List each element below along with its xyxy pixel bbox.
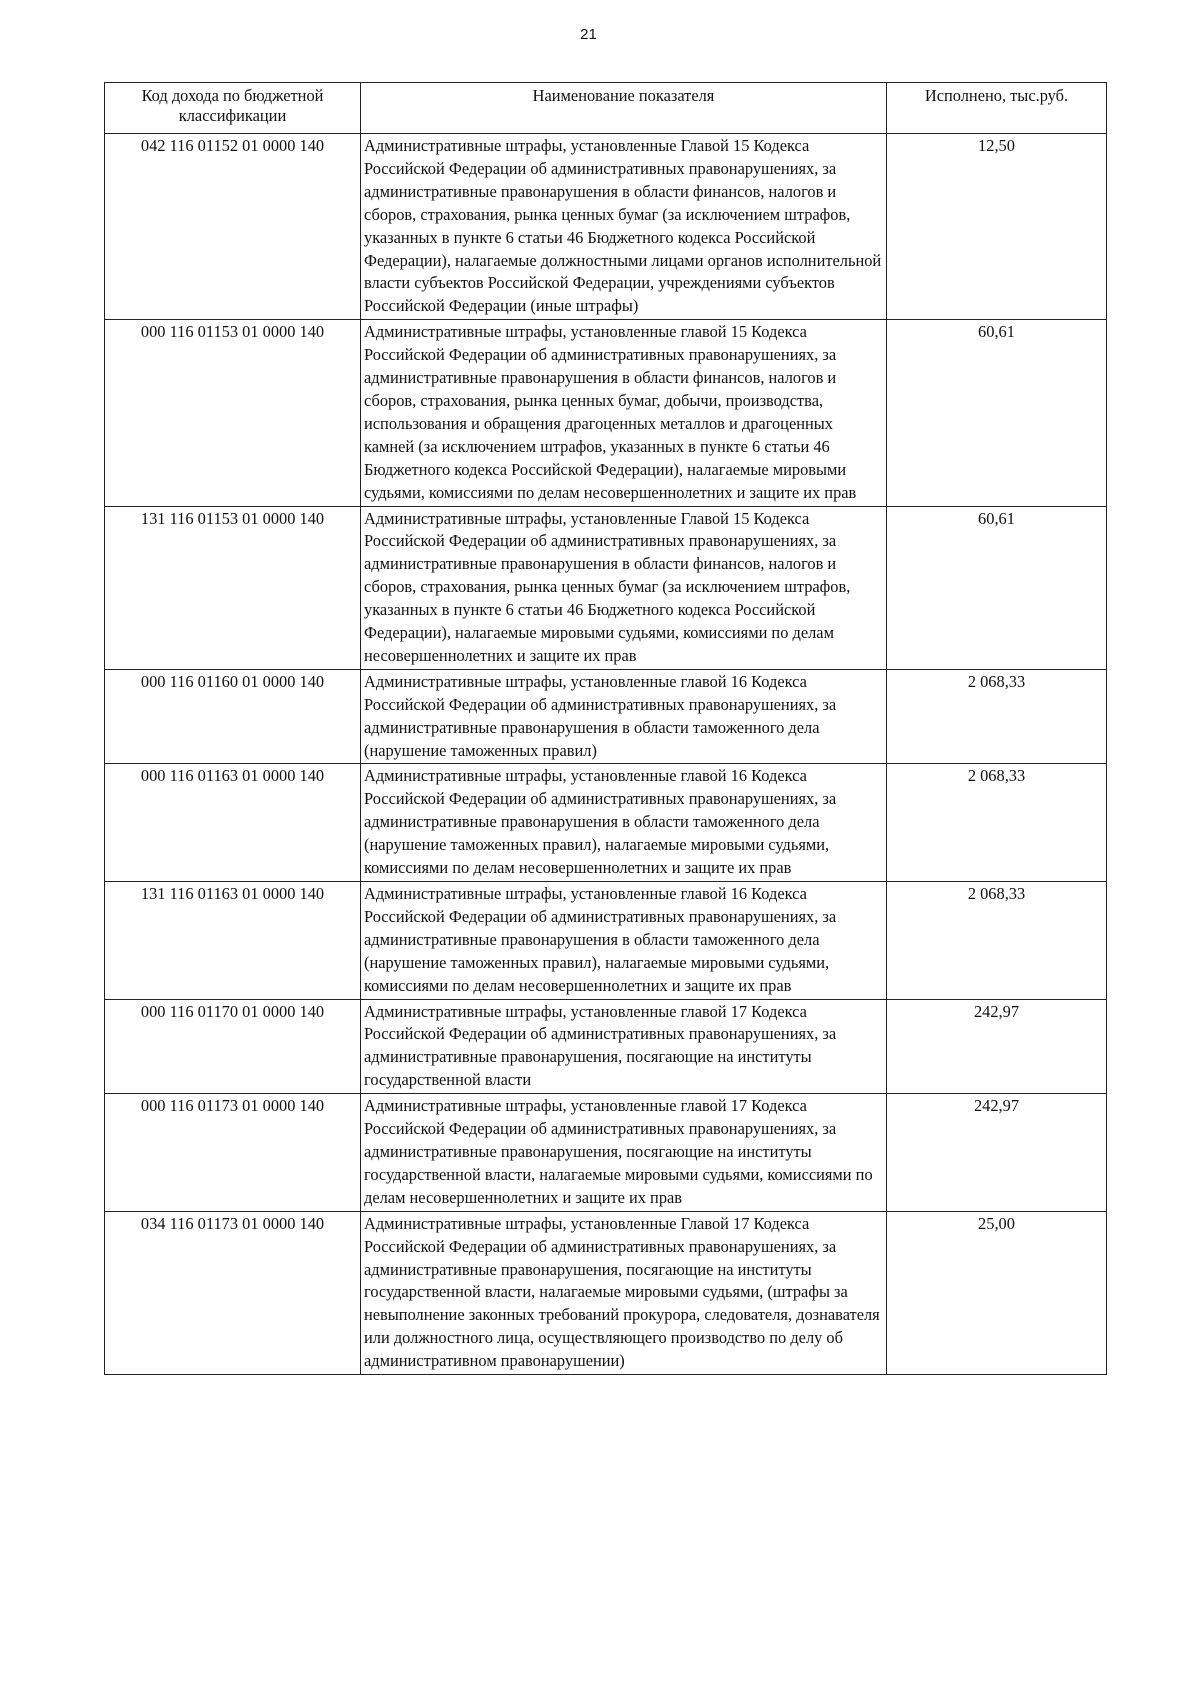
row-name: Административные штрафы, установленные главой 16 Кодекса Российской Федерации об административных правонарушениях, за административные правонарушения в области таможенного дела (нарушение таможенных правил), налагаемые мировыми судьями, комиссиями по делам несовершеннолетних и защите их прав [361,764,887,882]
row-code: 000 116 01160 01 0000 140 [105,669,361,764]
row-name: Административные штрафы, установленные главой 16 Кодекса Российской Федерации об административных правонарушениях, за административные правонарушения в области таможенного дела (нарушение таможенных правил) [361,669,887,764]
row-value: 242,97 [887,999,1107,1094]
row-name: Административные штрафы, установленные Главой 15 Кодекса Российской Федерации об административных правонарушениях, за административные правонарушения в области финансов, налогов и сборов, страхования, рынка ценных бумаг (за исключением штрафов, указанных в пункте 6 статьи 46 Бюджетного кодекса Российской Федерации), налагаемые мировыми судьями, комиссиями по делам несовершеннолетних и защите их прав [361,506,887,669]
table-row [105,1094,1107,1212]
row-code: 131 116 01153 01 0000 140 [105,506,361,669]
header-code: Код дохода по бюджетной классификации [105,83,361,134]
page-number: 21 [580,26,597,43]
row-name: Административные штрафы, установленные главой 17 Кодекса Российской Федерации об административных правонарушениях, за административные правонарушения, посягающие на институты государственной власти, налагаемые мировыми судьями, комиссиями по делам несовершеннолетних и защите их прав [361,1094,887,1212]
row-value: 242,97 [887,1094,1107,1212]
row-value: 2 068,33 [887,882,1107,1000]
header-name: Наименование показателя [361,83,887,134]
table-row [105,320,1107,506]
row-code: 000 116 01153 01 0000 140 [105,320,361,506]
row-code: 042 116 01152 01 0000 140 [105,134,361,320]
row-name: Административные штрафы, установленные главой 15 Кодекса Российской Федерации об административных правонарушениях, за административные правонарушения в области финансов, налогов и сборов, страхования, рынка ценных бумаг, добычи, производства, использования и обращения драгоценных металлов и драгоценных камней (за исключением штрафов, указанных в пункте 6 статьи 46 Бюджетного кодекса Российской Федерации), налагаемые мировыми судьями, комиссиями по делам несовершеннолетних и защите их прав [361,320,887,506]
row-value: 60,61 [887,506,1107,669]
row-code: 000 116 01163 01 0000 140 [105,764,361,882]
row-name: Административные штрафы, установленные Главой 17 Кодекса Российской Федерации об административных правонарушениях, за административные правонарушения, посягающие на институты государственной власти, налагаемые мировыми судьями, (штрафы за невыполнение законных требований прокурора, следователя, дознавателя или должностного лица, осуществляющего производство по делу об административном правонарушении) [361,1211,887,1374]
row-value: 25,00 [887,1211,1107,1374]
table-row [105,506,1107,669]
header-value: Исполнено, тыс.руб. [887,83,1107,134]
table-row [105,669,1107,764]
row-code: 034 116 01173 01 0000 140 [105,1211,361,1374]
row-value: 12,50 [887,134,1107,320]
table-row [105,764,1107,882]
row-name: Административные штрафы, установленные главой 17 Кодекса Российской Федерации об административных правонарушениях, за административные правонарушения, посягающие на институты государственной власти [361,999,887,1094]
row-value: 60,61 [887,320,1107,506]
table-row [105,882,1107,1000]
budget-revenue-table [104,82,1107,1375]
table-header-row [105,83,1107,134]
row-code: 131 116 01163 01 0000 140 [105,882,361,1000]
row-name: Административные штрафы, установленные Главой 15 Кодекса Российской Федерации об административных правонарушениях, за административные правонарушения в области финансов, налогов и сборов, страхования, рынка ценных бумаг (за исключением штрафов, указанных в пункте 6 статьи 46 Бюджетного кодекса Российской Федерации), налагаемые должностными лицами органов исполнительной власти субъектов Российской Федерации, учреждениями субъектов Российской Федерации (иные штрафы) [361,134,887,320]
table-row [105,1211,1107,1374]
table-row [105,134,1107,320]
row-value: 2 068,33 [887,669,1107,764]
row-name: Административные штрафы, установленные главой 16 Кодекса Российской Федерации об административных правонарушениях, за административные правонарушения в области таможенного дела (нарушение таможенных правил), налагаемые мировыми судьями, комиссиями по делам несовершеннолетних и защите их прав [361,882,887,1000]
row-value: 2 068,33 [887,764,1107,882]
row-code: 000 116 01170 01 0000 140 [105,999,361,1094]
table-row [105,999,1107,1094]
row-code: 000 116 01173 01 0000 140 [105,1094,361,1212]
